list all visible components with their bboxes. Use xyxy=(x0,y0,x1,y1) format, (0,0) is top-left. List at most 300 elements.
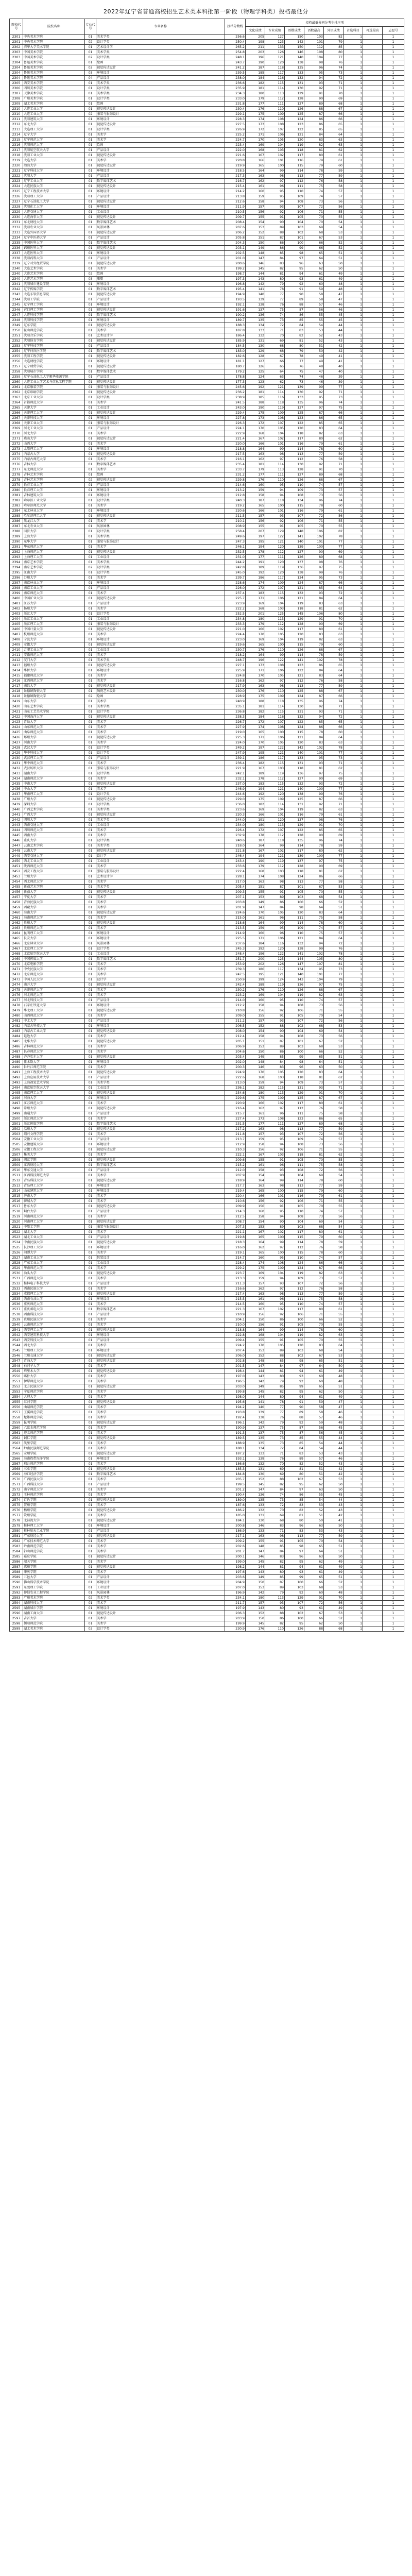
cell-school: 华南理工大学 xyxy=(23,792,85,797)
cell-culture: 175 xyxy=(246,112,265,117)
cell-school: 上海大学 xyxy=(23,534,85,539)
cell-extra: 1 xyxy=(383,282,404,287)
cell-culture: 179 xyxy=(246,467,265,472)
cell-major-name: 环境设计 xyxy=(96,1580,225,1585)
cell-extra: 1 xyxy=(383,977,404,982)
cell-yushu-max: 101 xyxy=(304,40,324,45)
cell-school: 凯里学院 xyxy=(23,1441,85,1446)
cell-yushu: 85 xyxy=(285,1498,304,1503)
cell-foreign: 39 xyxy=(324,380,344,385)
cell-yushu: 125 xyxy=(285,1096,304,1101)
cell-major-score: 113 xyxy=(265,617,285,622)
cell-yushu-max: 81 xyxy=(304,766,324,771)
cell-yushu: 92 xyxy=(285,1420,304,1426)
cell-extra: 1 xyxy=(383,1245,404,1250)
cell-major-name: 数字媒体艺术 xyxy=(96,1472,225,1477)
cell-major-code: 01 xyxy=(85,1369,96,1374)
cell-extra: 1 xyxy=(383,1240,404,1245)
cell-extra: 1 xyxy=(383,1601,404,1606)
cell-first-subject: 1 xyxy=(344,519,363,524)
cell-first-subject: 1 xyxy=(344,679,363,684)
cell-major-name: 美术学 xyxy=(96,962,225,967)
cell-major-score: 95 xyxy=(265,483,285,488)
cell-choice-no xyxy=(363,596,383,601)
cell-major-name: 视觉传达设计 xyxy=(96,390,225,395)
cell-extra: 1 xyxy=(383,843,404,849)
cell-extra: 1 xyxy=(383,1137,404,1142)
cell-yushu: 114 xyxy=(285,1328,304,1333)
cell-yushu-max: 81 xyxy=(304,148,324,153)
cell-choice-no xyxy=(363,982,383,988)
cell-min-score: 198.4 xyxy=(225,1369,246,1374)
cell-major-code: 01 xyxy=(85,905,96,910)
table-row xyxy=(10,606,404,612)
cell-major-score: 109 xyxy=(265,1096,285,1101)
cell-school: 华侨大学 xyxy=(23,668,85,673)
table-row xyxy=(10,1204,404,1209)
cell-school: 辽宁何氏医学院 xyxy=(23,349,85,354)
cell-culture: 179 xyxy=(246,622,265,627)
cell-foreign: 55 xyxy=(324,1204,344,1209)
table-row xyxy=(10,277,404,282)
cell-yushu-max: 58 xyxy=(304,1410,324,1415)
cell-school: 北京电影学院 xyxy=(23,962,85,967)
cell-major-name: 视觉传达设计 xyxy=(96,1029,225,1034)
cell-code: 2551 xyxy=(10,1379,23,1384)
cell-foreign: 59 xyxy=(324,174,344,179)
cell-extra: 1 xyxy=(383,199,404,205)
cell-major-code: 01 xyxy=(85,921,96,926)
cell-yushu: 110 xyxy=(285,1256,304,1261)
cell-foreign: 57 xyxy=(324,1256,344,1261)
table-row xyxy=(10,400,404,405)
cell-min-score: 241.2 xyxy=(225,65,246,71)
cell-first-subject: 1 xyxy=(344,581,363,586)
cell-school: 中国传媒大学 xyxy=(23,957,85,962)
cell-yushu: 100 xyxy=(285,241,304,246)
cell-min-score: 184.1 xyxy=(225,1518,246,1523)
cell-yushu-max: 86 xyxy=(304,725,324,730)
cell-major-score: 82 xyxy=(265,1389,285,1395)
cell-yushu: 78 xyxy=(285,354,304,359)
cell-first-subject: 1 xyxy=(344,96,363,101)
cell-first-subject: 1 xyxy=(344,658,363,663)
table-row xyxy=(10,627,404,632)
cell-major-code: 01 xyxy=(85,442,96,447)
cell-extra: 1 xyxy=(383,81,404,86)
cell-yushu: 114 xyxy=(285,653,304,658)
cell-major-score: 87 xyxy=(265,1580,285,1585)
cell-major-name: 环境设计 xyxy=(96,1060,225,1065)
cell-major-code: 01 xyxy=(85,1276,96,1281)
cell-choice-no xyxy=(363,349,383,354)
cell-yushu: 112 xyxy=(285,179,304,184)
cell-major-score: 88 xyxy=(265,1024,285,1029)
cell-first-subject: 1 xyxy=(344,210,363,215)
cell-min-score: 239.1 xyxy=(225,756,246,761)
cell-choice-no xyxy=(363,761,383,766)
cell-foreign: 54 xyxy=(324,1029,344,1034)
cell-major-score: 102 xyxy=(265,849,285,854)
cell-yushu-max: 97 xyxy=(304,771,324,776)
cell-choice-no xyxy=(363,287,383,292)
cell-yushu-max: 93 xyxy=(304,81,324,86)
table-row xyxy=(10,1384,404,1389)
cell-foreign: 55 xyxy=(324,1338,344,1343)
cell-choice-no xyxy=(363,1560,383,1565)
table-row xyxy=(10,1312,404,1317)
cell-code: 2467 xyxy=(10,946,23,952)
cell-yushu: 126 xyxy=(285,1626,304,1632)
cell-first-subject: 1 xyxy=(344,1606,363,1611)
cell-code: 2394 xyxy=(10,560,23,565)
cell-extra: 1 xyxy=(383,1286,404,1292)
cell-yushu: 73 xyxy=(285,380,304,385)
cell-yushu: 120 xyxy=(285,910,304,916)
cell-min-score: 205.7 xyxy=(225,1477,246,1482)
table-row xyxy=(10,1101,404,1106)
cell-code: 2579 xyxy=(10,1523,23,1529)
cell-culture: 174 xyxy=(246,725,265,730)
cell-yushu: 102 xyxy=(285,1353,304,1359)
cell-min-score: 198.7 xyxy=(225,272,246,277)
cell-choice-no xyxy=(363,1415,383,1420)
cell-first-subject: 1 xyxy=(344,941,363,946)
cell-first-subject: 1 xyxy=(344,972,363,977)
cell-major-score: 99 xyxy=(265,168,285,174)
cell-yushu-max: 83 xyxy=(304,1070,324,1075)
cell-min-score: 242.1 xyxy=(225,771,246,776)
cell-choice-no xyxy=(363,864,383,869)
cell-major-code: 01 xyxy=(85,606,96,612)
cell-first-subject: 1 xyxy=(344,1426,363,1431)
cell-culture: 185 xyxy=(246,71,265,76)
cell-culture: 171 xyxy=(246,132,265,138)
cell-code: 2330 xyxy=(10,215,23,220)
cell-school: 湖北美术学院 xyxy=(23,101,85,107)
cell-major-code: 01 xyxy=(85,988,96,993)
cell-major-score: 72 xyxy=(265,1503,285,1508)
cell-yushu: 121 xyxy=(285,735,304,740)
cell-code: 2340 xyxy=(10,277,23,282)
cell-yushu-max: 81 xyxy=(304,606,324,612)
cell-school: 佳木斯大学 xyxy=(23,1060,85,1065)
cell-yushu: 115 xyxy=(285,1189,304,1194)
cell-major-score: 94 xyxy=(265,1142,285,1147)
table-row xyxy=(10,488,404,493)
cell-major-score: 89 xyxy=(265,895,285,900)
cell-major-score: 107 xyxy=(265,828,285,833)
cell-yushu-max: 49 xyxy=(304,354,324,359)
cell-yushu-max: 86 xyxy=(304,663,324,668)
cell-school: 南通大学 xyxy=(23,1111,85,1116)
cell-extra: 1 xyxy=(383,1446,404,1451)
cell-foreign: 51 xyxy=(324,1060,344,1065)
cell-major-name: 环境设计 xyxy=(96,1183,225,1189)
cell-foreign: 58 xyxy=(324,184,344,189)
cell-yushu: 121 xyxy=(285,132,304,138)
table-row xyxy=(10,1142,404,1147)
cell-yushu: 115 xyxy=(285,503,304,509)
cell-first-subject: 1 xyxy=(344,715,363,720)
cell-first-subject: 1 xyxy=(344,1070,363,1075)
cell-culture: 182 xyxy=(246,802,265,807)
table-row xyxy=(10,792,404,797)
cell-major-score: 111 xyxy=(265,555,285,560)
cell-major-code: 01 xyxy=(85,138,96,143)
cell-school: 渤海大学 xyxy=(23,163,85,168)
cell-yushu: 93 xyxy=(285,1606,304,1611)
cell-major-name: 数字媒体艺术 xyxy=(96,1307,225,1312)
cell-major-score: 110 xyxy=(265,648,285,653)
cell-school: 广东技术师范大学 xyxy=(23,1539,85,1544)
cell-choice-no xyxy=(363,1596,383,1601)
table-row xyxy=(10,369,404,375)
cell-first-subject: 1 xyxy=(344,673,363,679)
cell-extra: 1 xyxy=(383,957,404,962)
cell-choice-no xyxy=(363,725,383,730)
cell-choice-no xyxy=(363,833,383,838)
cell-yushu-max: 76 xyxy=(304,457,324,462)
cell-code: 2444 xyxy=(10,828,23,833)
cell-foreign: 64 xyxy=(324,426,344,431)
cell-yushu-max: 70 xyxy=(304,524,324,529)
table-row xyxy=(10,174,404,179)
table-row xyxy=(10,519,404,524)
cell-min-score: 233.7 xyxy=(225,467,246,472)
cell-culture: 203 xyxy=(246,50,265,55)
cell-major-name: 视觉传达设计 xyxy=(96,478,225,483)
cell-major-name: 陶瓷艺术设计 xyxy=(96,689,225,694)
cell-major-name: 美术学 xyxy=(96,725,225,730)
cell-extra: 1 xyxy=(383,967,404,972)
cell-major-score: 106 xyxy=(265,936,285,941)
cell-yushu: 124 xyxy=(285,117,304,122)
cell-culture: 169 xyxy=(246,637,265,642)
cell-first-subject: 1 xyxy=(344,1364,363,1369)
cell-yushu: 126 xyxy=(285,555,304,560)
cell-foreign: 68 xyxy=(324,101,344,107)
cell-min-score: 203.9 xyxy=(225,1616,246,1621)
cell-major-score: 97 xyxy=(265,1106,285,1111)
cell-major-code: 01 xyxy=(85,101,96,107)
cell-min-score: 218.8 xyxy=(225,447,246,452)
cell-first-subject: 1 xyxy=(344,864,363,869)
cell-choice-no xyxy=(363,838,383,843)
cell-extra: 1 xyxy=(383,215,404,220)
cell-school: 吉首大学 xyxy=(23,1616,85,1621)
cell-culture: 149 xyxy=(246,1384,265,1389)
cell-code: 2389 xyxy=(10,534,23,539)
cell-school: 华东师范大学 xyxy=(23,545,85,550)
cell-foreign: 65 xyxy=(324,416,344,421)
cell-major-name: 美术学 xyxy=(96,653,225,658)
cell-culture: 166 xyxy=(246,1194,265,1199)
cell-min-score: 226.9 xyxy=(225,127,246,132)
cell-code: 2574 xyxy=(10,1498,23,1503)
cell-foreign: 66 xyxy=(324,411,344,416)
cell-major-name: 美术学 xyxy=(96,864,225,869)
cell-first-subject: 1 xyxy=(344,1024,363,1029)
cell-culture: 157 xyxy=(246,1132,265,1137)
cell-yushu: 124 xyxy=(285,1266,304,1271)
cell-major-name: 美术学类 xyxy=(96,818,225,823)
cell-code: 2366 xyxy=(10,411,23,416)
cell-yushu-max: 78 xyxy=(304,168,324,174)
cell-foreign: 69 xyxy=(324,833,344,838)
cell-code: 2373 xyxy=(10,447,23,452)
cell-yushu-max: 90 xyxy=(304,550,324,555)
cell-choice-no xyxy=(363,874,383,879)
cell-choice-no xyxy=(363,632,383,637)
cell-yushu-max: 69 xyxy=(304,1029,324,1034)
cell-choice-no xyxy=(363,673,383,679)
cell-extra: 1 xyxy=(383,735,404,740)
table-row xyxy=(10,385,404,390)
cell-first-subject: 1 xyxy=(344,751,363,756)
cell-first-subject: 1 xyxy=(344,1389,363,1395)
cell-choice-no xyxy=(363,1498,383,1503)
cell-major-name: 美术学 xyxy=(96,900,225,905)
cell-first-subject: 1 xyxy=(344,215,363,220)
cell-first-subject: 1 xyxy=(344,297,363,302)
cell-foreign: 64 xyxy=(324,586,344,591)
cell-major-name: 工业设计 xyxy=(96,405,225,411)
cell-major-score: 117 xyxy=(265,71,285,76)
cell-foreign: 76 xyxy=(324,792,344,797)
cell-foreign: 80 xyxy=(324,957,344,962)
cell-min-score: 195.4 xyxy=(225,287,246,292)
cell-major-code: 02 xyxy=(85,55,96,60)
cell-extra: 1 xyxy=(383,1549,404,1554)
cell-code: 2367 xyxy=(10,416,23,421)
cell-major-code: 01 xyxy=(85,596,96,601)
cell-major-score: 115 xyxy=(265,782,285,787)
cell-choice-no xyxy=(363,138,383,143)
table-row xyxy=(10,993,404,998)
cell-code: 2517 xyxy=(10,1204,23,1209)
cell-major-score: 77 xyxy=(265,1410,285,1415)
cell-school: 天津师范大学 xyxy=(23,988,85,993)
cell-code: 2586 xyxy=(10,1560,23,1565)
cell-code: 2515 xyxy=(10,1194,23,1199)
cell-major-name: 数字媒体艺术 xyxy=(96,369,225,375)
cell-min-score: 208.4 xyxy=(225,220,246,225)
cell-first-subject: 1 xyxy=(344,874,363,879)
cell-major-code: 01 xyxy=(85,1101,96,1106)
cell-min-score: 224.1 xyxy=(225,426,246,431)
cell-culture: 164 xyxy=(246,653,265,658)
cell-school: 绍兴文理学院 xyxy=(23,1132,85,1137)
cell-choice-no xyxy=(363,900,383,905)
cell-yushu-max: 74 xyxy=(304,926,324,931)
cell-yushu-max: 94 xyxy=(304,941,324,946)
cell-yushu-max: 61 xyxy=(304,272,324,277)
cell-school: 沈阳城市学院 xyxy=(23,369,85,375)
cell-first-subject: 1 xyxy=(344,725,363,730)
cell-culture: 195 xyxy=(246,751,265,756)
cell-yushu: 113 xyxy=(285,1127,304,1132)
cell-culture: 156 xyxy=(246,1204,265,1209)
cell-major-code: 01 xyxy=(85,1539,96,1544)
cell-extra: 1 xyxy=(383,874,404,879)
cell-yushu-max: 69 xyxy=(304,1219,324,1225)
table-row xyxy=(10,354,404,359)
cell-extra: 1 xyxy=(383,405,404,411)
cell-yushu: 131 xyxy=(285,1086,304,1091)
cell-extra: 1 xyxy=(383,143,404,148)
cell-extra: 1 xyxy=(383,1065,404,1070)
table-row xyxy=(10,1307,404,1312)
cell-code: 2308 xyxy=(10,96,23,101)
cell-school: 新疆大学 xyxy=(23,890,85,895)
cell-major-code: 01 xyxy=(85,1575,96,1580)
cell-min-score: 210.5 xyxy=(225,210,246,215)
cell-first-subject: 1 xyxy=(344,478,363,483)
cell-choice-no xyxy=(363,1369,383,1374)
cell-choice-no xyxy=(363,586,383,591)
table-row xyxy=(10,679,404,684)
cell-foreign: 73 xyxy=(324,395,344,400)
cell-choice-no xyxy=(363,1276,383,1281)
table-row xyxy=(10,313,404,318)
cell-yushu: 140 xyxy=(285,55,304,60)
cell-choice-no xyxy=(363,957,383,962)
cell-extra: 1 xyxy=(383,107,404,112)
cell-school: 广西大学 xyxy=(23,812,85,818)
table-row xyxy=(10,189,404,194)
cell-major-score: 86 xyxy=(265,1317,285,1323)
cell-code: 2315 xyxy=(10,138,23,143)
cell-min-score: 197.0 xyxy=(225,1374,246,1379)
cell-foreign: 76 xyxy=(324,60,344,65)
cell-school: 辽宁石油化工大学 xyxy=(23,199,85,205)
cell-major-code: 01 xyxy=(85,524,96,529)
cell-major-score: 118 xyxy=(265,65,285,71)
cell-culture: 192 xyxy=(246,385,265,390)
cell-major-name: 设计学类 xyxy=(96,751,225,756)
cell-extra: 1 xyxy=(383,1127,404,1132)
cell-first-subject: 1 xyxy=(344,957,363,962)
cell-school: 沈阳大学 xyxy=(23,174,85,179)
cell-major-score: 97 xyxy=(265,679,285,684)
cell-code: 2369 xyxy=(10,426,23,431)
cell-yushu: 92 xyxy=(285,282,304,287)
cell-yushu-max: 75 xyxy=(304,1297,324,1302)
cell-culture: 159 xyxy=(246,194,265,199)
cell-major-name: 美术学类 xyxy=(96,50,225,55)
cell-major-code: 01 xyxy=(85,833,96,838)
cell-min-score: 186.4 xyxy=(225,333,246,338)
cell-extra: 1 xyxy=(383,308,404,313)
cell-extra: 1 xyxy=(383,112,404,117)
cell-major-name: 美术学 xyxy=(96,1065,225,1070)
cell-first-subject: 1 xyxy=(344,493,363,498)
cell-school: 重庆邮电大学 xyxy=(23,1307,85,1312)
cell-min-score: 224.4 xyxy=(225,632,246,637)
cell-major-score: 87 xyxy=(265,1039,285,1044)
cell-major-name: 美术学 xyxy=(96,1549,225,1554)
cell-culture: 152 xyxy=(246,1353,265,1359)
cell-code: 2448 xyxy=(10,849,23,854)
cell-min-score: 214.3 xyxy=(225,1209,246,1214)
cell-major-name: 美术学 xyxy=(96,679,225,684)
cell-culture: 165 xyxy=(246,730,265,735)
cell-extra: 1 xyxy=(383,529,404,534)
cell-choice-no xyxy=(363,1328,383,1333)
cell-min-score: 184.8 xyxy=(225,1472,246,1477)
cell-yushu-max: 102 xyxy=(304,745,324,751)
